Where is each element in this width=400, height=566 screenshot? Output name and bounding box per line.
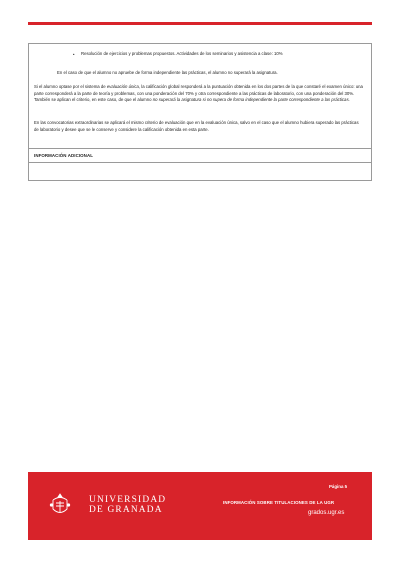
bullet-text: Resolución de ejercicios y problemas propuestos. Actividades de los seminarios y asistencia a clase: 10% [81,51,283,56]
bullet-icon: • [73,52,75,57]
single-eval-text-2: , la calificación global responderá a la puntuación obtenida en los dos partes de la que constaré el examen único: una parte corresponderá a la parte de teoría y problemas, con una ponderación del 70% y otra correspondiente a las prácticas de laboratorio, con una ponderación del 30%. También se aplican el criterio, en este caso, de que el alumno [34,84,363,103]
university-name-line2: DE GRANADA [89,505,163,515]
page-number: Página 5 [329,484,348,489]
extraordinary-paragraph: En las convocatorias extraordinarias se aplicará el mismo criterio de evaluación que en la evaluación única, salvo en el caso que el alumno hubiera superado las prácticas de laboratorio y desee que se le conserve y considere la calificación obtenida en esta parte. [34,120,359,132]
top-red-rule [28,22,372,25]
single-eval-text-1: Si el alumno optase por el sistema de [34,84,107,89]
single-evaluation-paragraph [34,84,364,104]
evaluation-content [29,44,371,148]
university-crest-icon [49,492,71,518]
info-divider [29,162,371,163]
single-eval-italic-1: evaluación única [106,84,139,89]
section-divider [29,148,371,149]
footer-banner [28,472,372,540]
university-name-line1: UNIVERSIDAD [89,495,167,505]
single-eval-italic-2: no superará la asignatura si no supera de forma independiente la parte correspondiente a las prácticas. [152,97,350,103]
practice-paragraph: En el caso de que el alumno no apruebe de forma independiente las prácticas, el alumno no superará la asignatura. [57,70,278,75]
footer-site-link[interactable]: grados.ugr.es [308,510,345,516]
info-heading: INFORMACIÓN ADICIONAL [34,153,94,158]
evaluation-box [28,43,372,181]
footer-info-text: INFORMACIÓN SOBRE TITULACIONES DE LA UGR [223,500,335,505]
